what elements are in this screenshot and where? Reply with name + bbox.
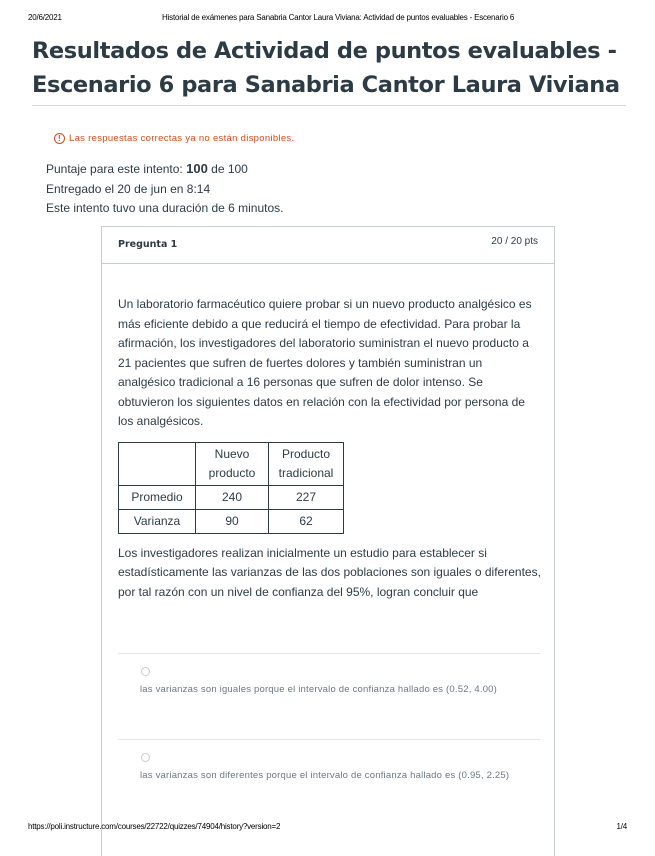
question-points: 20 / 20 pts (491, 236, 538, 247)
score-label: Puntaje para este intento: (46, 162, 183, 176)
print-page-number: 1/4 (616, 822, 627, 831)
warning-icon: ! (54, 133, 65, 144)
print-document-title: Historial de exámenes para Sanabria Cantor Laura Viviana: Actividad de puntos evaluables - Escenario 6 (162, 13, 515, 22)
answer-radio[interactable] (141, 753, 150, 762)
question-body (118, 295, 542, 602)
table-header-cell (119, 442, 196, 485)
table-cell: 90 (196, 509, 269, 533)
answers-note-text: Las respuestas correctas ya no están disponibles. (69, 133, 295, 144)
answer-text: las varianzas son iguales porque el intervalo de confianza hallado es (0.52, 4.00) (140, 684, 498, 695)
question-card (101, 226, 555, 856)
answer-option[interactable] (118, 653, 540, 739)
answer-option[interactable] (118, 739, 540, 825)
attempt-duration: Este intento tuvo una duración de 6 minutos. (46, 201, 284, 215)
question-prompt: Los investigadores realizan inicialmente un estudio para establecer si estadísticamente las varianzas de las dos poblaciones son iguales o diferentes, por tal razón con un nivel de confianza del 95%, logran concluir que (118, 545, 541, 599)
table-cell: 227 (269, 485, 344, 509)
title-divider (32, 105, 626, 106)
print-url: https://poli.instructure.com/courses/22722/quizzes/74904/history?version=2 (28, 822, 281, 831)
table-row (119, 485, 344, 509)
attempt-score (46, 159, 284, 180)
table-header-cell: Nuevo producto (196, 442, 269, 485)
table-cell: 240 (196, 485, 269, 509)
question-intro: Un laboratorio farmacéutico quiere probar si un nuevo producto analgésico es más eficiente debido a que reducirá el tiempo de efectividad. Para probar la afirmación, los investigadores del laboratorio suministran el nuevo producto a 21 pacientes que sufren de fuertes dolores y también suministran un analgésico tradicional a 16 personas que sufren de dolor intenso. Se obtuvieron los siguientes datos en relación con la efectividad por persona de los analgésicos. (118, 297, 532, 428)
table-cell: Promedio (119, 485, 196, 509)
answer-options (118, 653, 540, 825)
table-header-row (119, 442, 344, 485)
table-cell: Varianza (119, 509, 196, 533)
answer-text: las varianzas son diferentes porque el intervalo de confianza hallado es (0.95, 2.25) (140, 770, 510, 781)
score-total: de 100 (211, 162, 248, 176)
table-cell: 62 (269, 509, 344, 533)
page-title: Resultados de Actividad de puntos evaluables - Escenario 6 para Sanabria Cantor Laura Viviana (32, 38, 620, 98)
print-date: 20/6/2021 (28, 13, 62, 22)
question-title: Pregunta 1 (118, 239, 178, 250)
answer-radio[interactable] (141, 667, 150, 676)
attempt-submitted: Entregado el 20 de jun en 8:14 (46, 181, 211, 196)
answers-unavailable-notice (54, 133, 294, 144)
table-header-cell: Producto tradicional (269, 442, 344, 485)
table-row (119, 509, 344, 533)
question-header (102, 227, 554, 264)
score-value: 100 (186, 161, 208, 176)
data-table (118, 442, 344, 534)
attempt-info (46, 159, 284, 219)
